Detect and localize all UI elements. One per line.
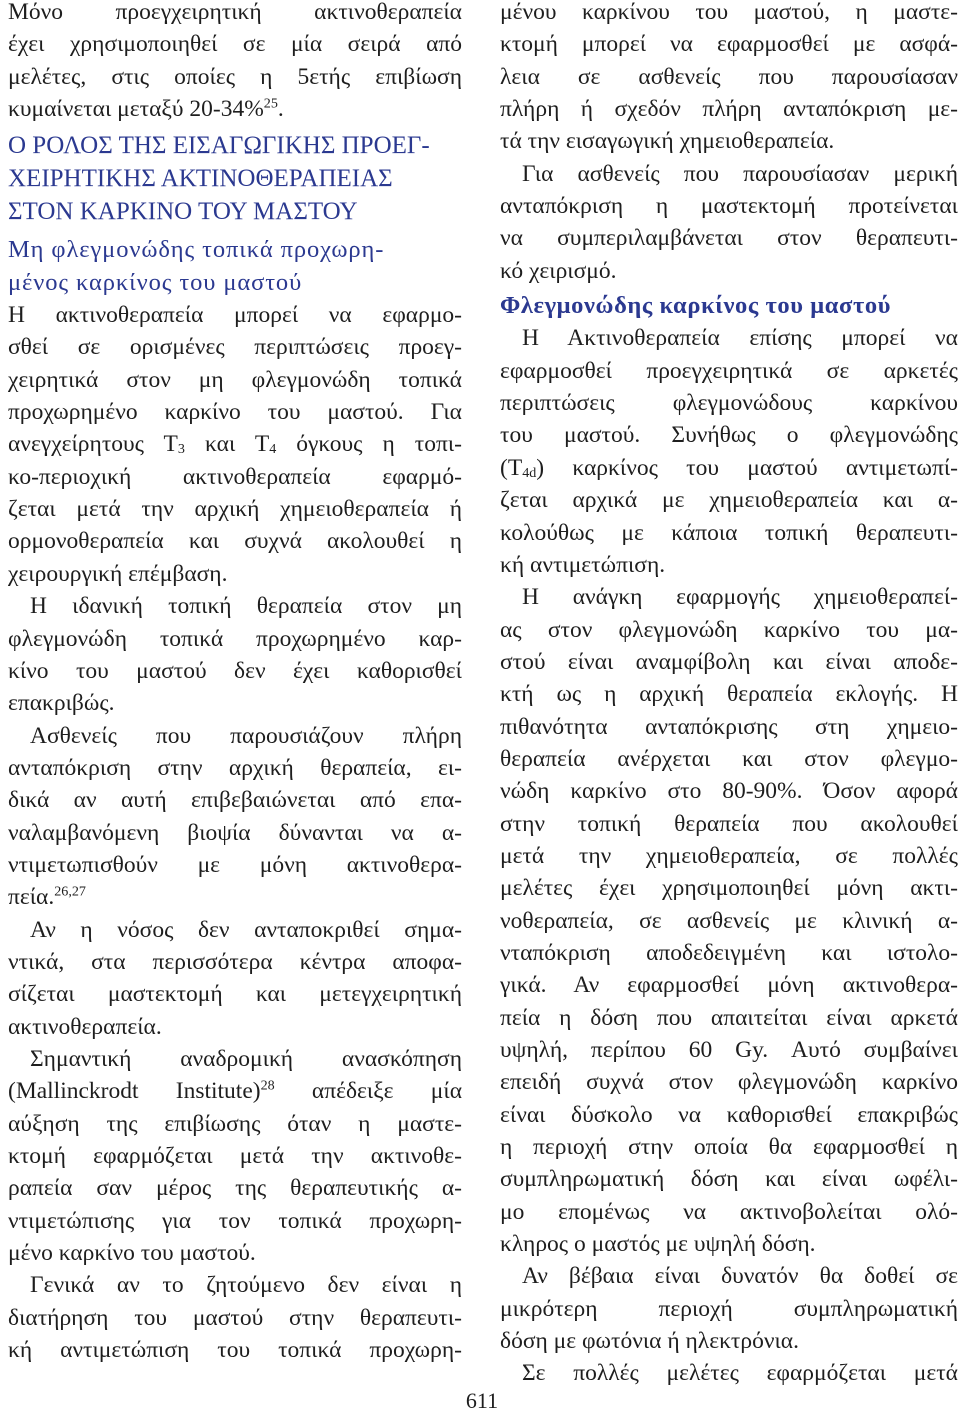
text-line: κή αντιμετώπιση. bbox=[500, 551, 666, 578]
text-run: (Mallinckrodt Institute) bbox=[8, 1078, 261, 1105]
paragraph bbox=[8, 299, 462, 590]
text-line: να συμπεριλαμβάνεται στον θεραπευτι- bbox=[500, 225, 958, 252]
text-line bbox=[8, 428, 462, 460]
footnote-reference: 25 bbox=[263, 95, 278, 112]
section-heading bbox=[8, 129, 462, 228]
text-line: υψηλή, περίπου 60 Gy. Αυτό συμβαίνει bbox=[500, 1037, 958, 1063]
subscript: 3 bbox=[177, 441, 185, 458]
text-line: ντικά, στα περισσότερα κέντρα αποφα- bbox=[8, 948, 462, 975]
text-line: στού είναι αναμφίβολη και είναι αποδε- bbox=[500, 648, 958, 675]
text-run: κυμαίνεται μεταξύ 20-34% bbox=[8, 96, 264, 123]
text-line: είναι δύσκολο να καθορισθεί επακριβώς bbox=[500, 1101, 958, 1128]
text-line bbox=[8, 881, 462, 913]
text-line: ακτινοθεραπεία. bbox=[8, 1013, 162, 1040]
text-line: Σημαντική αναδρομική ανασκόπηση bbox=[30, 1045, 462, 1072]
right-column bbox=[500, 0, 958, 1390]
text-line: προχωρημένο καρκίνο του μαστού. Για bbox=[8, 399, 462, 426]
text-line: ανταπόκριση στην αρχική θεραπεία, ει- bbox=[8, 754, 462, 781]
text-line: Φλεγμονώδης καρκίνος του μαστού bbox=[500, 292, 892, 320]
text-run: ανεγχείρητους Τ bbox=[8, 431, 178, 458]
text-line: πλήρη ή σχεδόν πλήρη ανταπόκριση με- bbox=[500, 96, 958, 123]
text-line: στην τοπική θεραπεία που ακολουθεί bbox=[500, 810, 958, 837]
text-line: νώδη καρκίνο στο 80-90%. Όσον αφορά bbox=[500, 778, 958, 805]
text-line bbox=[8, 1075, 462, 1107]
text-line: μένο καρκίνο του μαστού. bbox=[8, 1240, 256, 1267]
text-line: χειρουργική επέμβαση. bbox=[8, 560, 228, 587]
text-line: λεια σε ασθενείς που παρουσίασαν bbox=[500, 63, 958, 90]
text-line: νταπόκριση αποδεδειγμένη και ιστολο- bbox=[500, 939, 958, 966]
text-line: τά την εισαγωγική χημειοθεραπεία. bbox=[500, 128, 835, 155]
text-line: μετά την χημειοθεραπεία, σε πολλές bbox=[500, 842, 958, 869]
text-line: κο-περιοχική ακτινοθεραπεία εφαρμό- bbox=[8, 463, 462, 490]
text-line: πιθανότητα ανταπόκρισης στη χημειο- bbox=[500, 713, 958, 740]
text-line: θεραπεία ανέρχεται και στον φλεγμο- bbox=[500, 745, 958, 772]
left-column bbox=[8, 0, 462, 1366]
text-run: (T bbox=[500, 454, 523, 481]
subsection-heading bbox=[8, 234, 462, 299]
text-run: ) καρκίνος του μαστού αντιμετωπί- bbox=[536, 454, 958, 481]
text-line: κό χειρισμό. bbox=[500, 257, 617, 284]
text-line: εφαρμοσθεί προεγχειρητικά σε αρκετές bbox=[500, 357, 958, 384]
text-line: μο επομένως να ακτινοβολείται ολό- bbox=[500, 1198, 958, 1225]
text-line: ΧΕΙΡΗΤΙΚΗΣ ΑΚΤΙΝΟΘΕΡΑΠΕΙΑΣ bbox=[8, 165, 393, 193]
paragraph bbox=[500, 581, 958, 1260]
text-line: κτομή μπορεί να εφαρμοσθεί με ασφά- bbox=[500, 31, 958, 58]
text-line: ραπεία σαν μέρος της θεραπευτικής α- bbox=[8, 1175, 462, 1202]
text-run: και Τ bbox=[184, 431, 270, 458]
text-line: Ο ΡΟΛΟΣ ΤΗΣ ΕΙΣΑΓΩΓΙΚΗΣ ΠΡΟΕΓ- bbox=[8, 132, 430, 160]
text-line: φλεγμονώδη τοπικά προχωρημένο καρ- bbox=[8, 625, 462, 652]
paragraph bbox=[8, 0, 462, 125]
text-line: η περιοχή στην οποία θα εφαρμοσθεί η bbox=[500, 1134, 958, 1161]
text-line: Γενικά αν το ζητούμενο δεν είναι η bbox=[30, 1272, 462, 1299]
text-line: κτή ως η αρχική θεραπεία εκλογής. Η bbox=[500, 681, 958, 708]
text-line: Για ασθενείς που παρουσίασαν μερική bbox=[522, 160, 958, 187]
text-line: συμπληρωματική δόση και είναι ωφέλι- bbox=[500, 1166, 958, 1193]
text-line: μικρότερη περιοχή συμπληρωματική bbox=[500, 1295, 958, 1322]
text-run: απέδειξε μία bbox=[274, 1078, 463, 1105]
text-line: μελέτες έχει χρησιμοποιηθεί μόνη ακτι- bbox=[500, 875, 958, 902]
text-line: σίζεται μαστεκτομή και μετεγχειρητική bbox=[8, 981, 462, 1008]
text-line bbox=[8, 93, 462, 125]
text-line: έχει χρησιμοποιηθεί σε μία σειρά από bbox=[8, 31, 462, 58]
text-line: ανταπόκριση η μαστεκτομή προτείνεται bbox=[500, 193, 958, 220]
page-number: 611 bbox=[465, 1388, 499, 1413]
text-line: γικά. Αν εφαρμοσθεί μόνη ακτινοθερα- bbox=[500, 972, 958, 999]
text-line: ζεται μετά την αρχική χημειοθεραπεία ή bbox=[8, 496, 462, 523]
footnote-reference: 28 bbox=[260, 1077, 275, 1094]
text-line: Σε πολλές μελέτες εφαρμόζεται μετά bbox=[522, 1360, 958, 1387]
text-line: ντιμετώπισης για τον τοπικά προχωρη- bbox=[8, 1207, 462, 1234]
paragraph bbox=[8, 720, 462, 914]
text-line: μελέτες, στις οποίες η 5ετής επιβίωση bbox=[8, 63, 462, 90]
footnote-reference: 26,27 bbox=[54, 883, 86, 900]
text-line: νοθεραπεία, σε ασθενείς με κλινική α- bbox=[500, 907, 958, 934]
text-line: κίνο του μαστού δεν έχει καθορισθεί bbox=[8, 657, 462, 684]
text-line: κολούθως με κάποια τοπική θεραπευτι- bbox=[500, 519, 958, 546]
text-line: Ασθενείς που παρουσιάζουν πλήρη bbox=[30, 722, 462, 749]
text-run: όγκους η τοπι- bbox=[276, 431, 462, 458]
text-line: ντιμετωπισθούν με μόνη ακτινοθερα- bbox=[8, 851, 462, 878]
text-line: επειδή συχνά στον φλεγμονώδη καρκίνο bbox=[500, 1069, 958, 1096]
paragraph bbox=[500, 1357, 958, 1389]
paragraph bbox=[8, 1269, 462, 1366]
text-line: ορμονοθεραπεία και συχνά ακολουθεί η bbox=[8, 528, 462, 555]
text-run: πεία. bbox=[8, 884, 55, 911]
text-line: σθεί σε ορισμένες περιπτώσεις προεγ- bbox=[8, 334, 462, 361]
text-run: . bbox=[277, 96, 284, 123]
text-line: μένου καρκίνου του μαστού, η μαστε- bbox=[500, 0, 958, 25]
paragraph bbox=[8, 590, 462, 719]
text-line: ναλαμβανόμενη βιοψία δύνανται να α- bbox=[8, 819, 462, 846]
text-line: Αν η νόσος δεν ανταποκριθεί σημα- bbox=[30, 916, 462, 943]
text-line: κληρος ο μαστός με υψηλή δόση. bbox=[500, 1231, 816, 1258]
text-line: ας στον φλεγμονώδη καρκίνο του μα- bbox=[500, 616, 958, 643]
paragraph bbox=[500, 1260, 958, 1357]
paragraph bbox=[8, 1043, 462, 1269]
paragraph bbox=[8, 914, 462, 1043]
text-line: του μαστού. Συνήθως ο φλεγμονώδης bbox=[500, 422, 958, 449]
text-line: δόση με φωτόνια ή ηλεκτρόνια. bbox=[500, 1328, 799, 1355]
text-line: ΣΤΟΝ ΚΑΡΚΙΝΟ ΤΟΥ ΜΑΣΤΟΥ bbox=[8, 198, 358, 226]
text-line: κή αντιμετώπιση του τοπικά προχωρη- bbox=[8, 1337, 462, 1364]
subscript: 4d bbox=[522, 464, 537, 481]
text-line: περιπτώσεις φλεγμονώδους καρκίνου bbox=[500, 390, 958, 417]
text-line: διατήρηση του μαστού στην θεραπευτι- bbox=[8, 1304, 462, 1331]
subscript: 4 bbox=[269, 441, 277, 458]
text-line: Μόνο προεγχειρητική ακτινοθεραπεία bbox=[8, 0, 462, 25]
text-line: Η ανάγκη εφαρμογής χημειοθεραπεί- bbox=[522, 584, 958, 611]
text-line: επακριβώς. bbox=[8, 690, 115, 717]
text-line: Η ιδανική τοπική θεραπεία στον μη bbox=[30, 593, 462, 620]
paragraph bbox=[500, 158, 958, 287]
text-line: Η ακτινοθεραπεία μπορεί να εφαρμο- bbox=[8, 302, 462, 329]
text-line: χειρητικά στον μη φλεγμονώδη τοπικά bbox=[8, 366, 462, 393]
text-line: Μη φλεγμονώδης τοπικά προχωρη- bbox=[8, 236, 385, 264]
text-line: ζεται αρχικά με χημειοθεραπεία και α- bbox=[500, 487, 958, 514]
text-line: μένος καρκίνος του μαστού bbox=[8, 268, 303, 296]
subsection-heading bbox=[500, 290, 958, 322]
text-line: Αν βέβαια είναι δυνατόν θα δοθεί σε bbox=[522, 1263, 958, 1290]
paragraph bbox=[500, 322, 958, 581]
text-line: κτομή εφαρμόζεται μετά την ακτινοθε- bbox=[8, 1143, 462, 1169]
text-line bbox=[500, 452, 958, 484]
text-line: αύξηση της επιβίωσης όταν η μαστε- bbox=[8, 1110, 462, 1137]
paragraph bbox=[500, 0, 958, 158]
text-line: δικά αν αυτή επιβεβαιώνεται από επα- bbox=[8, 787, 462, 814]
text-line: Η Ακτινοθεραπεία επίσης μπορεί να bbox=[522, 325, 958, 352]
text-line: πεία η δόση που απαιτείται είναι αρκετά bbox=[500, 1004, 958, 1031]
